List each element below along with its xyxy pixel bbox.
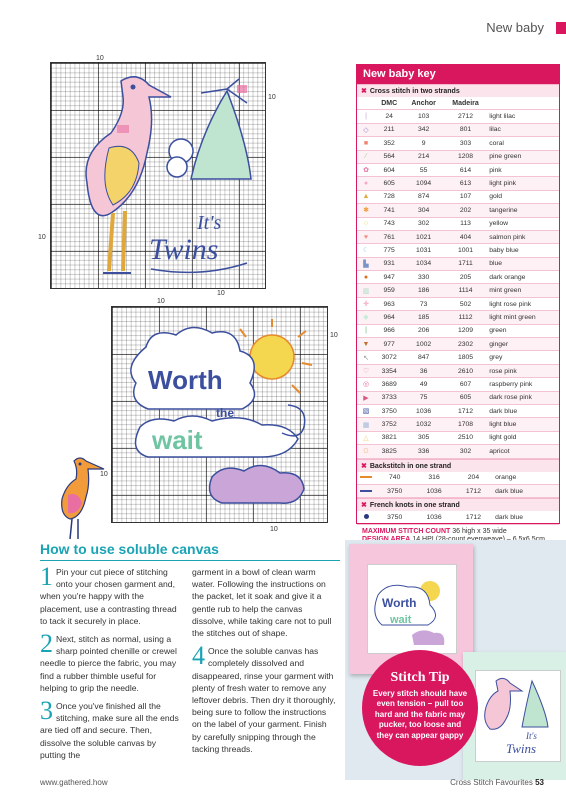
dmc-code: 959	[375, 284, 403, 297]
thread-color-name: coral	[487, 137, 559, 150]
thread-color-name: lilac	[487, 123, 559, 136]
madeira-code: 1708	[444, 418, 487, 431]
key-row	[357, 217, 559, 230]
thread-color-name: pine green	[487, 150, 559, 163]
madeira-code: 1114	[444, 284, 487, 297]
howto-step-4: 4 Once the soluble canvas has completely dissolved and disappeared, rinse your garment with plenty of fresh water to remove any leftover debris. Then dry it thoroughly, being sure to follow the instructions on the label of your garment. Finish by carefully snipping through the tacking threads.	[192, 641, 336, 754]
stitch-tip-body: Every stitch should have even tension – pull too hard and the fabric may pucker, too loose and they can appear gappy	[372, 689, 468, 740]
key-section-back: ✖ Backstitch in one strand	[357, 459, 559, 472]
anchor-code: 75	[403, 391, 444, 404]
anchor-code: 847	[403, 351, 444, 364]
madeira-code: 303	[444, 137, 487, 150]
anchor-code: 330	[403, 271, 444, 284]
anchor-code: 302	[403, 217, 444, 230]
thread-symbol-icon: Ω	[357, 445, 375, 458]
key-row	[357, 177, 559, 190]
small-stork-illustration	[56, 455, 126, 543]
key-row	[357, 391, 559, 404]
thread-color-name: dark orange	[487, 271, 559, 284]
thread-symbol-icon: ☾	[357, 244, 375, 257]
anchor-code: 1031	[403, 244, 444, 257]
madeira-code: 404	[444, 230, 487, 243]
key-row	[357, 378, 559, 391]
howto-step-1: 1 Pin your cut piece of stitching onto your chosen garment and, when you're happy with the placement, use a contrasting thread to tack it securely in place.	[40, 562, 177, 626]
key-row	[357, 284, 559, 297]
anchor-code: 305	[403, 431, 444, 444]
thread-color-name: rose pink	[487, 364, 559, 377]
key-header-anchor: Anchor	[403, 97, 444, 110]
key-row	[357, 472, 559, 485]
key-row	[357, 271, 559, 284]
madeira-code: 1712	[444, 404, 487, 417]
thread-color-name: grey	[487, 351, 559, 364]
thread-symbol-icon: ▲	[357, 190, 375, 203]
key-row	[357, 351, 559, 364]
key-row	[357, 484, 559, 497]
thread-color-name: dark blue	[493, 484, 559, 497]
anchor-code: 103	[403, 110, 444, 123]
dmc-code: 3750	[375, 404, 403, 417]
dmc-code: 564	[375, 150, 403, 163]
thread-color-name: light mint green	[487, 311, 559, 324]
key-section-french: ✖ French knots in one strand	[357, 498, 559, 511]
anchor-code: 185	[403, 311, 444, 324]
thread-symbol-icon: ○	[357, 217, 375, 230]
anchor-code: 206	[403, 324, 444, 337]
dmc-code: 352	[375, 137, 403, 150]
card2-text-its: It's	[526, 731, 537, 741]
thread-color-name: ginger	[487, 338, 559, 351]
anchor-code: 1036	[403, 404, 444, 417]
dmc-code: 604	[375, 163, 403, 176]
anchor-code: 1002	[403, 338, 444, 351]
thread-color-name: baby blue	[487, 244, 559, 257]
howto-step-3: 3 Once you've finished all the stitching, make sure all the ends are tied off and secure. Then, dissolve the soluble canvas by putting the	[40, 696, 179, 760]
key-table	[357, 97, 559, 459]
dmc-code: 964	[375, 311, 403, 324]
thread-symbol-icon: ▥	[357, 284, 375, 297]
madeira-code: 2610	[444, 364, 487, 377]
howto-step-3-continued: garment in a bowl of clean warm water. Following the instructions on the packet, let it soak and give it a gentle rub to help the canvas dissolve, while taking care not to pull the stitches out of shape.	[192, 567, 332, 639]
thread-symbol-icon: ■	[357, 137, 375, 150]
thread-color-name: salmon pink	[487, 230, 559, 243]
madeira-code: 1712	[454, 511, 493, 524]
thread-symbol-icon: ◆	[357, 311, 375, 324]
dmc-code: 3689	[375, 378, 403, 391]
dmc-code: 3733	[375, 391, 403, 404]
anchor-code: 214	[403, 150, 444, 163]
chart1-tick-top: 10	[96, 55, 104, 62]
madeira-code: 113	[444, 217, 487, 230]
chart2-tick-bottom: 10	[270, 526, 278, 533]
madeira-code: 614	[444, 163, 487, 176]
chart2-text-worth: Worth	[148, 365, 223, 395]
dmc-code: 211	[375, 123, 403, 136]
key-row	[357, 364, 559, 377]
thread-color-name: apricot	[487, 445, 559, 458]
anchor-code: 304	[403, 204, 444, 217]
anchor-code: 186	[403, 284, 444, 297]
anchor-code: 1036	[414, 484, 453, 497]
anchor-code: 1036	[414, 511, 453, 524]
dmc-code: 3354	[375, 364, 403, 377]
thread-color-name: dark blue	[493, 511, 559, 524]
thread-symbol-icon: ✿	[357, 163, 375, 176]
madeira-code: 1805	[444, 351, 487, 364]
thread-symbol-icon: ▶	[357, 391, 375, 404]
anchor-code: 336	[403, 445, 444, 458]
dmc-code: 761	[375, 230, 403, 243]
page-number: 53	[535, 778, 544, 787]
dmc-code: 3750	[375, 484, 414, 497]
dmc-code: 3072	[375, 351, 403, 364]
thread-color-name: gold	[487, 190, 559, 203]
chart1-tick-left: 10	[38, 234, 46, 241]
backstitch-line-icon	[357, 484, 375, 497]
madeira-code: 107	[444, 190, 487, 203]
max-count-label: MAXIMUM STITCH COUNT	[362, 527, 451, 535]
key-row	[357, 311, 559, 324]
dmc-code: 3752	[375, 418, 403, 431]
chart2-tick-left: 10	[100, 471, 108, 478]
chart-twins-stork	[50, 62, 266, 289]
backstitch-line-icon	[357, 472, 375, 485]
howto-column-1	[40, 562, 182, 767]
thread-color-name: light pink	[487, 177, 559, 190]
key-header-dmc: DMC	[375, 97, 403, 110]
anchor-code: 874	[403, 190, 444, 203]
dmc-code: 963	[375, 297, 403, 310]
key-row	[357, 404, 559, 417]
madeira-code: 1711	[444, 257, 487, 270]
madeira-code: 1209	[444, 324, 487, 337]
chart1-text-twins: Twins	[149, 233, 219, 266]
madeira-code: 2510	[444, 431, 487, 444]
footer-website[interactable]: www.gathered.how	[40, 778, 108, 787]
madeira-code: 202	[444, 204, 487, 217]
howto-step-2: 2 Next, stitch as normal, using a sharp pointed chenille or crewel needle to pierce the fabric, you may find a rubber thimble useful for helping to grip the needle.	[40, 629, 177, 693]
madeira-code: 605	[444, 391, 487, 404]
stitch-tip-title: Stitch Tip	[390, 670, 450, 685]
thread-symbol-icon: ♡	[357, 364, 375, 377]
card1-text-worth: Worth	[382, 596, 417, 610]
anchor-code: 342	[403, 123, 444, 136]
dmc-code: 3825	[375, 445, 403, 458]
anchor-code: 1034	[403, 257, 444, 270]
card-twins	[463, 652, 566, 780]
section-cross-icon: ✖	[361, 88, 367, 95]
thread-symbol-icon: ⁄	[357, 150, 375, 163]
thread-color-name: blue	[487, 257, 559, 270]
key-section-cross: ✖ Cross stitch in two strands	[357, 84, 559, 97]
key-row	[357, 190, 559, 203]
max-count-value: 36 high x 35 wide	[452, 527, 507, 535]
thread-color-name: light gold	[487, 431, 559, 444]
card2-text-twins: Twins	[506, 741, 537, 756]
anchor-code: 1021	[403, 230, 444, 243]
french-knot-icon	[357, 511, 375, 524]
thread-symbol-icon: ▦	[357, 418, 375, 431]
key-row	[357, 324, 559, 337]
madeira-code: 613	[444, 177, 487, 190]
thread-color-name: green	[487, 324, 559, 337]
footer-magazine: Cross Stitch Favourites 53	[450, 778, 544, 787]
dmc-code: 605	[375, 177, 403, 190]
key-row	[357, 137, 559, 150]
thread-color-name: mint green	[487, 284, 559, 297]
key-french-table	[357, 511, 559, 524]
thread-color-name: orange	[493, 472, 559, 485]
thread-color-name: dark blue	[487, 404, 559, 417]
madeira-code: 502	[444, 297, 487, 310]
madeira-code: 205	[444, 271, 487, 284]
thread-symbol-icon: ✚	[357, 297, 375, 310]
madeira-code: 302	[444, 445, 487, 458]
thread-symbol-icon: ▧	[357, 404, 375, 417]
howto-title: How to use soluble canvas	[40, 541, 219, 557]
key-row	[357, 445, 559, 458]
thread-symbol-icon: ▙	[357, 257, 375, 270]
anchor-code: 55	[403, 163, 444, 176]
thread-symbol-icon: |	[357, 324, 375, 337]
key-row	[357, 110, 559, 123]
anchor-code: 36	[403, 364, 444, 377]
howto-column-2	[192, 566, 336, 761]
anchor-code: 1094	[403, 177, 444, 190]
chart1-tick-right: 10	[268, 94, 276, 101]
key-row	[357, 244, 559, 257]
thread-color-name: pink	[487, 163, 559, 176]
thread-color-name: light lilac	[487, 110, 559, 123]
section-french-icon: ✖	[361, 502, 367, 510]
dmc-code: 3821	[375, 431, 403, 444]
dmc-code: 3750	[375, 511, 414, 524]
thread-color-name: dark rose pink	[487, 391, 559, 404]
dmc-code: 931	[375, 257, 403, 270]
key-row	[357, 338, 559, 351]
stitch-key-panel	[356, 64, 560, 535]
dmc-code: 24	[375, 110, 403, 123]
madeira-code: 1712	[454, 484, 493, 497]
section-title: New baby	[486, 20, 544, 35]
key-row	[357, 418, 559, 431]
madeira-code: 1208	[444, 150, 487, 163]
madeira-code: 2712	[444, 110, 487, 123]
chart2-text-wait: wait	[152, 425, 203, 455]
thread-color-name: tangerine	[487, 204, 559, 217]
thread-symbol-icon: |	[357, 110, 375, 123]
thread-color-name: light blue	[487, 418, 559, 431]
key-row	[357, 297, 559, 310]
anchor-code: 1032	[403, 418, 444, 431]
key-back-table	[357, 472, 559, 499]
chart1-tick-bottom: 10	[217, 290, 225, 297]
dmc-code: 966	[375, 324, 403, 337]
key-row	[357, 511, 559, 524]
anchor-code: 73	[403, 297, 444, 310]
chart2-tick-right: 10	[330, 332, 338, 339]
howto-divider	[40, 560, 340, 561]
key-header-madeira: Madeira	[444, 97, 487, 110]
thread-symbol-icon: △	[357, 431, 375, 444]
madeira-code: 2302	[444, 338, 487, 351]
thread-symbol-icon: ●	[357, 177, 375, 190]
key-title: New baby key	[357, 65, 559, 84]
dmc-code: 741	[375, 204, 403, 217]
key-row	[357, 204, 559, 217]
chart2-tick-top: 10	[157, 298, 165, 305]
thread-color-name: raspberry pink	[487, 378, 559, 391]
key-row	[357, 230, 559, 243]
stitch-tip-badge	[362, 650, 478, 766]
thread-symbol-icon: ♥	[357, 230, 375, 243]
dmc-code: 743	[375, 217, 403, 230]
chart-worth-the-wait	[111, 306, 328, 523]
madeira-code: 607	[444, 378, 487, 391]
thread-symbol-icon: ✱	[357, 204, 375, 217]
key-row	[357, 257, 559, 270]
madeira-code: 1112	[444, 311, 487, 324]
thread-symbol-icon: ◇	[357, 123, 375, 136]
anchor-code: 49	[403, 378, 444, 391]
madeira-code: 1001	[444, 244, 487, 257]
section-back-icon: ✖	[361, 462, 367, 470]
madeira-code: 801	[444, 123, 487, 136]
dmc-code: 775	[375, 244, 403, 257]
key-row	[357, 431, 559, 444]
dmc-code: 947	[375, 271, 403, 284]
anchor-code: 316	[414, 472, 453, 485]
card1-text-wait: wait	[390, 614, 412, 626]
madeira-code: 204	[454, 472, 493, 485]
section-accent-bar	[556, 22, 566, 34]
thread-symbol-icon: ↖	[357, 351, 375, 364]
chart1-text-its: It's	[197, 212, 222, 234]
dmc-code: 728	[375, 190, 403, 203]
key-row	[357, 123, 559, 136]
thread-symbol-icon: ▼	[357, 338, 375, 351]
thread-color-name: light rose pink	[487, 297, 559, 310]
key-row	[357, 150, 559, 163]
chart2-text-the: the	[216, 406, 234, 420]
dmc-code: 977	[375, 338, 403, 351]
thread-color-name: yellow	[487, 217, 559, 230]
key-row	[357, 163, 559, 176]
thread-symbol-icon: ◎	[357, 378, 375, 391]
anchor-code: 9	[403, 137, 444, 150]
dmc-code: 740	[375, 472, 414, 485]
thread-symbol-icon: ●	[357, 271, 375, 284]
